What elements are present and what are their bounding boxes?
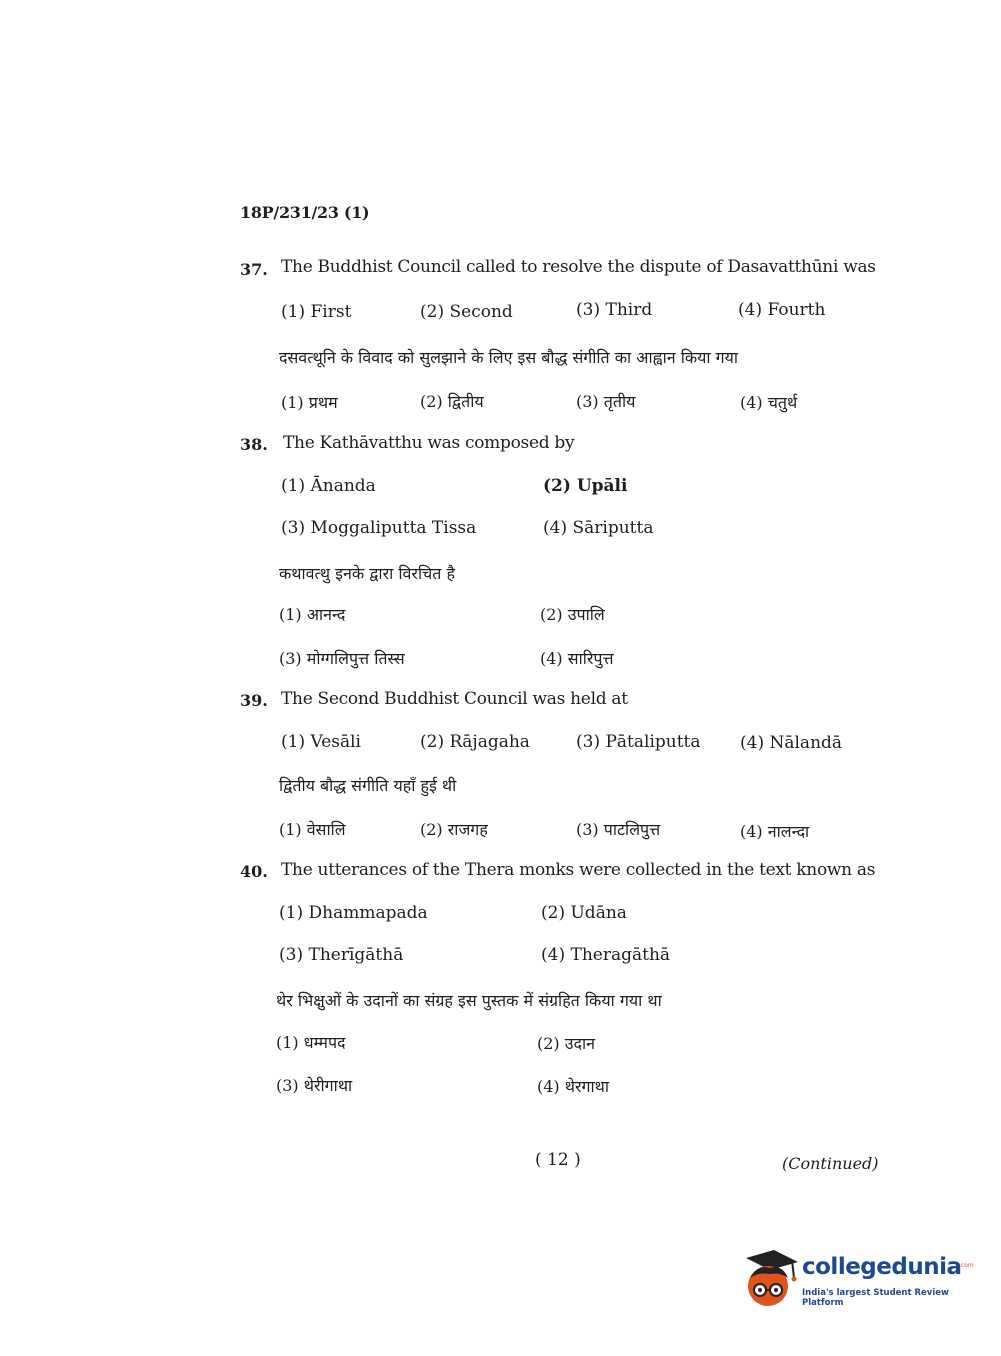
question-number: 38. — [240, 435, 268, 454]
option-hi-2: (2) द्वितीय — [420, 392, 484, 411]
option-hi-4: (4) चतुर्थ — [740, 393, 798, 412]
option-hi-2: (2) उदान — [537, 1034, 596, 1053]
option-hi-4: (4) सारिपुत्त — [540, 649, 614, 668]
option-hi-3: (3) पाटलिपुत्त — [576, 820, 661, 839]
option-hi-1: (1) आनन्द — [279, 605, 346, 624]
option-en-4: (4) Theragāthā — [541, 945, 671, 965]
option-en-3: (3) Pātaliputta — [576, 732, 701, 752]
paper-code: 18P/231/23 (1) — [240, 203, 370, 222]
option-en-1: (1) First — [281, 302, 352, 322]
question-number: 40. — [240, 862, 268, 881]
option-hi-2: (2) उपालि — [540, 605, 605, 624]
option-hi-4: (4) नालन्दा — [740, 822, 810, 841]
question-text-hi: कथावत्थु इनके द्वारा विरचित है — [279, 564, 455, 583]
option-hi-4: (4) थेरगाथा — [537, 1077, 610, 1096]
option-hi-1: (1) प्रथम — [281, 393, 338, 412]
option-hi-1: (1) धम्मपद — [276, 1033, 346, 1052]
question-text-en: The Kathāvatthu was composed by — [283, 433, 575, 453]
option-en-2: (2) Rājagaha — [420, 732, 530, 752]
logo-tagline: India's largest Student Review Platform — [802, 1288, 949, 1308]
collegedunia-logo[interactable] — [740, 1248, 974, 1318]
question-text-hi: दसवत्थूनि के विवाद को सुलझाने के लिए इस बौद्ध संगीति का आह्वान किया गया — [279, 348, 739, 367]
option-en-1: (1) Vesāli — [281, 732, 361, 752]
logo-name: collegedunia — [802, 1254, 962, 1280]
option-en-4: (4) Fourth — [738, 300, 826, 320]
page-number: ( 12 ) — [535, 1150, 581, 1170]
option-en-2: (2) Second — [420, 302, 513, 322]
question-text-hi: थेर भिक्षुओं के उदानों का संग्रह इस पुस्तक में संग्रहित किया गया था — [276, 991, 662, 1010]
option-hi-3: (3) थेरीगाथा — [276, 1076, 353, 1095]
option-en-4: (4) Nālandā — [740, 733, 843, 753]
option-en-2: (2) Udāna — [541, 903, 627, 923]
continued-label: (Continued) — [782, 1154, 879, 1173]
option-en-3: (3) Therīgāthā — [279, 945, 404, 965]
question-text-en: The Buddhist Council called to resolve the dispute of Dasavatthūni was — [281, 257, 876, 277]
mascot-icon — [740, 1248, 800, 1310]
option-hi-3: (3) तृतीय — [576, 392, 636, 411]
option-hi-3: (3) मोग्गलिपुत्त तिस्स — [279, 649, 405, 668]
option-en-1: (1) Ānanda — [281, 476, 376, 496]
option-en-4: (4) Sāriputta — [543, 518, 654, 538]
option-en-1: (1) Dhammapada — [279, 903, 428, 923]
logo-domain: .com — [959, 1262, 974, 1269]
question-number: 39. — [240, 691, 268, 710]
option-en-3: (3) Third — [576, 300, 653, 320]
option-hi-2: (2) राजगह — [420, 820, 488, 839]
option-en-2: (2) Upāli — [543, 476, 628, 496]
option-hi-1: (1) वेसालि — [279, 820, 346, 839]
question-text-en: The Second Buddhist Council was held at — [281, 689, 628, 709]
question-text-hi: द्वितीय बौद्ध संगीति यहाँ हुई थी — [279, 776, 457, 795]
question-text-en: The utterances of the Thera monks were collected in the text known as — [281, 860, 876, 880]
option-en-3: (3) Moggaliputta Tissa — [281, 518, 477, 538]
question-number: 37. — [240, 260, 268, 279]
